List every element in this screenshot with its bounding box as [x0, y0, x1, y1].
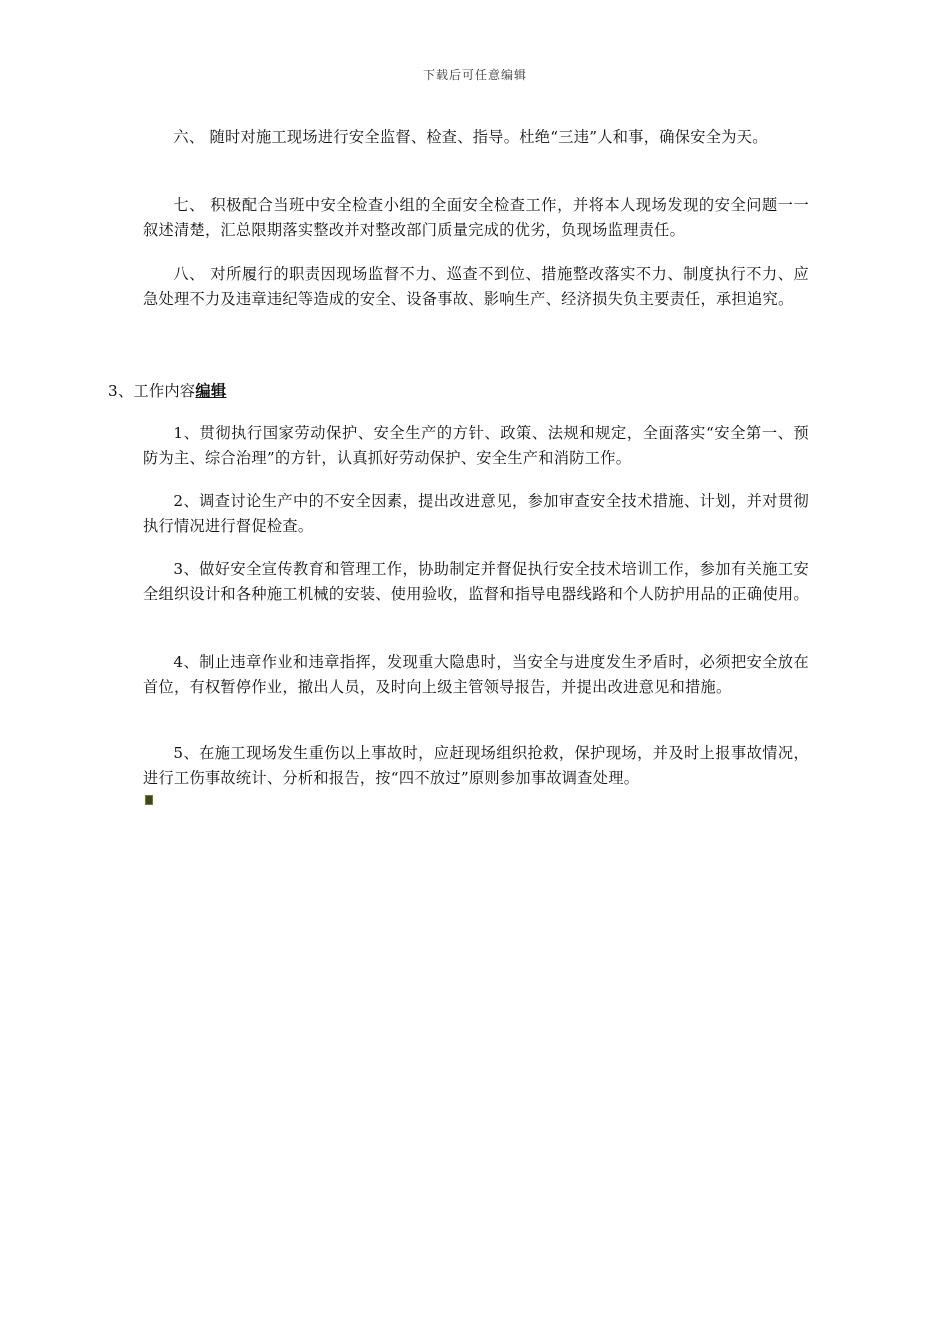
paragraph-duty-3: 3、做好安全宣传教育和管理工作，协助制定并督促执行安全技术培训工作，参加有关施工安全组织设计和各种施工机械的安装、使用验收，监督和指导电器线路和个人防护用品的正确使用。	[143, 560, 809, 603]
paragraph-duty-2: 2、调查讨论生产中的不安全因素，提出改进意见，参加审查安全技术措施、计划，并对贯彻执行情况进行督促检查。	[143, 492, 809, 535]
paragraph-item-7: 七、 积极配合当班中安全检查小组的全面安全检查工作，并将本人现场发现的安全问题一一叙述清楚，汇总限期落实整改并对整改部门质量完成的优劣，负现场监理责任。	[143, 196, 809, 239]
anchor-marker-icon	[145, 795, 153, 805]
section-title: 3、工作内容	[108, 382, 196, 400]
paragraph-duty-4: 4、制止违章作业和违章指挥，发现重大隐患时，当安全与进度发生矛盾时，必须把安全放在首位，有权暂停作业，撤出人员，及时向上级主管领导报告，并提出改进意见和措施。	[143, 653, 809, 696]
paragraph-duty-5: 5、在施工现场发生重伤以上事故时，应赶现场组织抢救，保护现场，并及时上报事故情况，进行工伤事故统计、分析和报告，按“四不放过”原则参加事故调查处理。	[143, 744, 809, 787]
paragraph-item-6: 六、 随时对施工现场进行安全监督、检查、指导。杜绝“三违”人和事，确保安全为天。	[173, 128, 768, 146]
paragraph-item-8: 八、 对所履行的职责因现场监督不力、巡查不到位、措施整改落实不力、制度执行不力、应急处理不力及违章违纪等造成的安全、设备事故、影响生产、经济损失负主要责任，承担追究。	[143, 265, 809, 308]
section-heading	[108, 379, 226, 403]
edit-link[interactable]: 编辑	[195, 382, 227, 400]
paragraph-duty-1: 1、贯彻执行国家劳动保护、安全生产的方针、政策、法规和规定，全面落实“安全第一、预防为主、综合治理”的方针，认真抓好劳动保护、安全生产和消防工作。	[143, 424, 809, 467]
page-header: 下载后可任意编辑	[422, 68, 527, 82]
